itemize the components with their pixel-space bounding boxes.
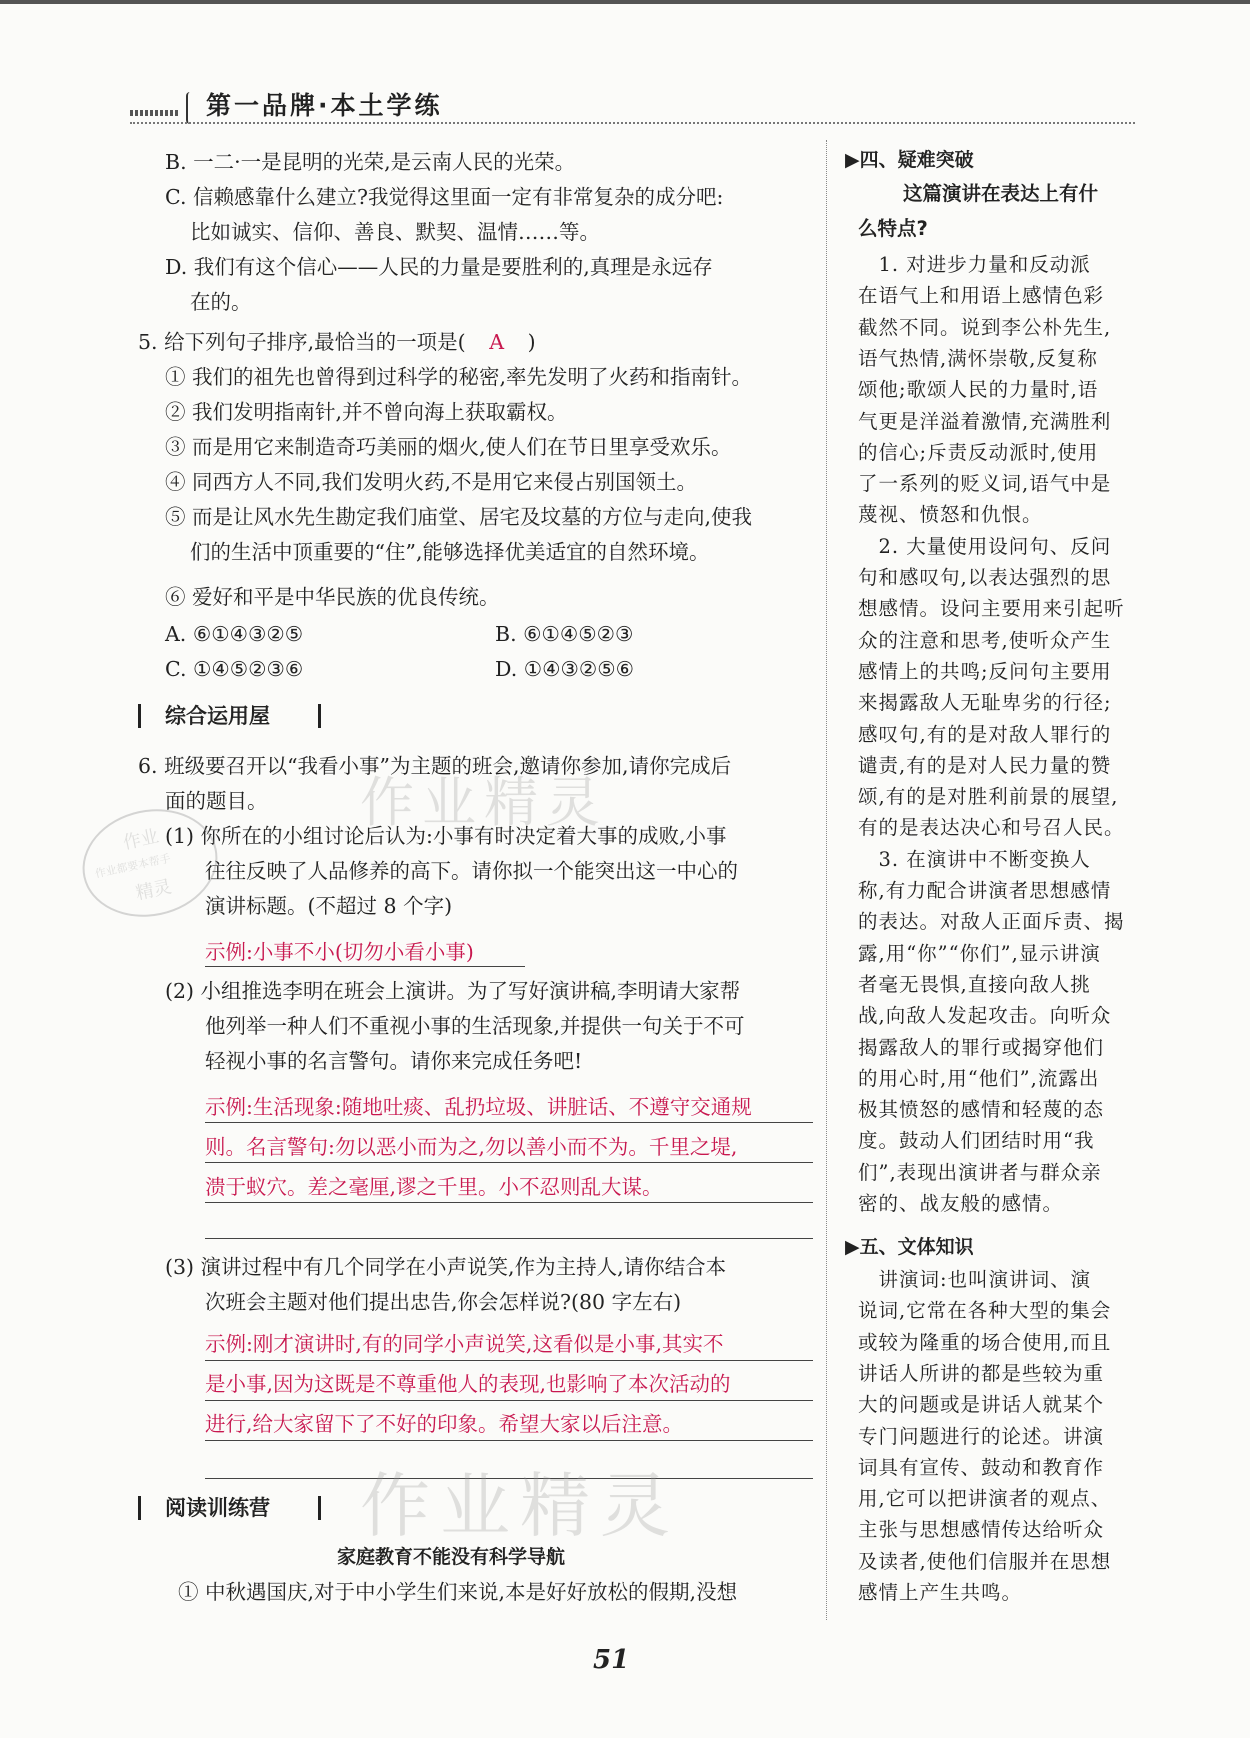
sidebar-question-line2: 么特点? <box>858 217 928 240</box>
sidebar-line: 气更是洋溢着激情,充满胜利 <box>858 409 1112 433</box>
sidebar-line: 称,有力配合讲演者思想感情 <box>858 879 1112 902</box>
sidebar-line: 主张与思想感情传达给听众 <box>858 1518 1105 1542</box>
watermark-stamp-top: 作业 <box>121 825 161 854</box>
sidebar-line: 来揭露敌人无耻卑劣的行径; <box>858 691 1112 715</box>
sidebar-line: 3. 在演讲中不断变换人 <box>858 847 1091 871</box>
q5-close: ) <box>527 330 536 354</box>
q5-item-1: ① 我们的祖先也曾得到过科学的秘密,率先发明了火药和指南针。 <box>165 365 753 389</box>
q6-part3-line2: 次班会主题对他们提出忠告,你会怎样说?(80 字左右) <box>205 1290 682 1314</box>
sidebar-line: 感叹句,有的是对敌人罪行的 <box>858 722 1112 746</box>
q6-answer-3-line2: 是小事,因为这既是不尊重他人的表现,也影响了本次活动的 <box>205 1372 731 1396</box>
q5-answer: A <box>489 330 504 354</box>
sidebar-line: 极其愤怒的感情和轻蔑的态 <box>858 1098 1105 1122</box>
q6-answer-3-line1: 示例:刚才演讲时,有的同学小声说笑,这看似是小事,其实不 <box>205 1332 724 1356</box>
sidebar-line: 颂他;歌颂人民的力量时,语 <box>858 378 1099 402</box>
header-title: 第一品牌·本土学练 <box>206 91 443 120</box>
section-marker-right <box>318 704 321 728</box>
option-d: D. 我们有这个信心——人民的力量是要胜利的,真理是永远存 <box>165 255 713 279</box>
watermark-text: 作业精灵 <box>360 771 608 834</box>
answer-line <box>205 1400 813 1401</box>
sidebar-line: 感情上产生共鸣。 <box>858 1581 1023 1604</box>
sidebar-line: 在语气上和用语上感情色彩 <box>858 284 1105 308</box>
sidebar-line: 语气热情,满怀崇敬,反复称 <box>858 346 1098 370</box>
page-number: 51 <box>593 1645 630 1675</box>
header-bracket <box>186 92 194 124</box>
sidebar-line: 战,向敌人发起攻击。向听众 <box>858 1004 1112 1028</box>
answer-line <box>205 1440 813 1441</box>
watermark-text: 作业精灵 <box>360 1465 680 1547</box>
header-bar <box>0 0 1250 4</box>
answer-line <box>205 1202 813 1203</box>
option-d-cont: 在的。 <box>190 290 252 314</box>
header-decor <box>130 110 180 116</box>
watermark-stamp-bot: 精灵 <box>133 876 174 905</box>
sidebar-line: 谴责,有的是对人民力量的赞 <box>858 753 1112 777</box>
q6-answer-3-line3: 进行,给大家留下了不好的印象。希望大家以后注意。 <box>205 1412 684 1436</box>
q6-part1-line3: 演讲标题。(不超过 8 个字) <box>205 894 453 918</box>
q5-choice-c: C. ①④⑤②③⑥ <box>165 657 304 681</box>
q6-part2-line1: (2) 小组推选李明在班会上演讲。为了写好演讲稿,李明请大家帮 <box>165 979 741 1003</box>
sidebar-line: 的用心时,用“他们”,流露出 <box>858 1066 1100 1090</box>
q6-part1-line2: 往往反映了人品修养的高下。请你拟一个能突出这一中心的 <box>205 859 738 883</box>
sidebar-line: 或较为隆重的场合使用,而且 <box>858 1330 1112 1354</box>
q5-choice-b: B. ⑥①④⑤②③ <box>495 622 634 646</box>
q5-choice-d: D. ①④③②⑤⑥ <box>495 657 635 681</box>
sidebar-line: 想感情。设问主要用来引起听 <box>858 597 1125 621</box>
q5-item-2: ② 我们发明指南针,并不曾向海上获取霸权。 <box>165 400 568 424</box>
sidebar-line: 的表达。对敌人正面斥责、揭 <box>858 910 1125 934</box>
answer-line <box>205 966 525 967</box>
q5-item-5-cont: 们的生活中顶重要的“住”,能够选择优美适宜的自然环境。 <box>190 540 710 564</box>
q5-choice-a: A. ⑥①④③②⑤ <box>165 622 304 646</box>
q6-stem-cont: 面的题目。 <box>165 789 268 813</box>
section-marker-left <box>138 1496 141 1520</box>
sidebar-line: 讲话人所讲的都是些较为重 <box>858 1361 1105 1385</box>
section-title-yuedu: 阅读训练营 <box>165 1496 270 1520</box>
q6-answer-2-line1: 示例:生活现象:随地吐痰、乱扔垃圾、讲脏话、不遵守交通规 <box>205 1095 752 1119</box>
section-marker-right <box>318 1496 321 1520</box>
sidebar-line: 者毫无畏惧,直接向敌人挑 <box>858 972 1091 996</box>
reading-first-line: ① 中秋遇国庆,对于中小学生们来说,本是好好放松的假期,没想 <box>178 1580 738 1604</box>
sidebar-line: 及读者,使他们信服并在思想 <box>858 1549 1112 1573</box>
watermark-stamp-mid: 作业都要本帮手 <box>93 851 172 881</box>
sidebar-line: 揭露敌人的罪行或揭穿他们 <box>858 1035 1105 1059</box>
sidebar-line: 截然不同。说到李公朴先生, <box>858 315 1112 339</box>
answer-line <box>205 1360 813 1361</box>
sidebar-line: 的信心;斥责反动派时,使用 <box>858 440 1099 464</box>
reading-title: 家庭教育不能没有科学导航 <box>337 1546 566 1568</box>
q5-stem <box>138 328 536 356</box>
q6-part2-line2: 他列举一种人们不重视小事的生活现象,并提供一句关于不可 <box>205 1014 745 1038</box>
sidebar-line: 大的问题或是讲话人就某个 <box>858 1393 1105 1417</box>
sidebar-heading-4: ▶四、疑难突破 <box>845 149 974 171</box>
q6-part1-line1: (1) 你所在的小组讨论后认为:小事有时决定着大事的成败,小事 <box>165 824 727 848</box>
q5-item-5: ⑤ 而是让风水先生勘定我们庙堂、居宅及坟墓的方位与走向,使我 <box>165 505 753 529</box>
sidebar-line: 颂,有的是对胜利前景的展望, <box>858 785 1119 809</box>
header-dotted-rule <box>130 122 1135 124</box>
sidebar-line: 讲演词:也叫演讲词、演 <box>858 1268 1092 1291</box>
sidebar-line: 专门问题进行的论述。讲演 <box>858 1424 1105 1448</box>
q5-item-6: ⑥ 爱好和平是中华民族的优良传统。 <box>165 585 500 609</box>
sidebar-heading-5: ▶五、文体知识 <box>845 1236 974 1258</box>
column-divider <box>826 140 827 1620</box>
option-c-cont: 比如诚实、信仰、善良、默契、温情……等。 <box>190 220 600 244</box>
sidebar-line: 句和感叹句,以表达强烈的思 <box>858 566 1112 589</box>
q6-answer-1: 示例:小事不小(切勿小看小事) <box>205 940 474 964</box>
answer-line <box>205 1122 813 1123</box>
q5-item-4: ④ 同西方人不同,我们发明火药,不是用它来侵占别国领土。 <box>165 470 698 494</box>
section-title-zonghe: 综合运用屋 <box>165 704 270 728</box>
q6-part2-line3: 轻视小事的名言警句。请你来完成任务吧! <box>205 1049 583 1073</box>
section-marker-left <box>138 704 141 728</box>
answer-line <box>205 1238 813 1239</box>
sidebar-line: 说词,它常在各种大型的集会 <box>858 1299 1112 1323</box>
q5-stem-text: 5. 给下列句子排序,最恰当的一项是( <box>138 330 466 354</box>
sidebar-line: 感情上的共鸣;反问句主要用 <box>858 659 1112 683</box>
sidebar-line: 度。鼓动人们团结时用“我 <box>858 1129 1095 1153</box>
q6-answer-2-line2: 则。名言警句:勿以恶小而为之,勿以善小而不为。千里之堤, <box>205 1135 738 1159</box>
sidebar-line: 了一系列的贬义词,语气中是 <box>858 472 1112 496</box>
sidebar-line: 蔑视、愤怒和仇恨。 <box>858 503 1043 527</box>
sidebar-line: 们”,表现出演讲者与群众亲 <box>858 1160 1102 1184</box>
sidebar-line: 众的注意和思考,使听众产生 <box>858 628 1112 652</box>
sidebar-line: 露,用“你”“你们”,显示讲演 <box>858 941 1101 965</box>
sidebar-line: 2. 大量使用设问句、反问 <box>858 534 1112 558</box>
sidebar-line: 密的、战友般的感情。 <box>858 1192 1064 1215</box>
sidebar-line: 1. 对进步力量和反动派 <box>858 253 1091 276</box>
q6-part3-line1: (3) 演讲过程中有几个同学在小声说笑,作为主持人,请你结合本 <box>165 1255 727 1279</box>
q5-item-3: ③ 而是用它来制造奇巧美丽的烟火,使人们在节日里享受欢乐。 <box>165 435 732 459</box>
sidebar-line: 词具有宣传、鼓动和教育作 <box>858 1455 1105 1479</box>
answer-line <box>205 1162 813 1163</box>
q6-answer-2-line3: 溃于蚁穴。差之毫厘,谬之千里。小不忍则乱大谋。 <box>205 1175 663 1199</box>
sidebar-line: 有的是表达决心和号召人民。 <box>858 816 1125 840</box>
option-c: C. 信赖感靠什么建立?我觉得这里面一定有非常复杂的成分吧: <box>165 185 724 209</box>
q6-stem: 6. 班级要召开以“我看小事”为主题的班会,邀请你参加,请你完成后 <box>138 754 732 778</box>
option-b: B. 一二·一是昆明的光荣,是云南人民的光荣。 <box>165 150 576 174</box>
sidebar-question-line1: 这篇演讲在表达上有什 <box>903 182 1099 205</box>
sidebar-line: 用,它可以把讲演者的观点、 <box>858 1487 1112 1511</box>
